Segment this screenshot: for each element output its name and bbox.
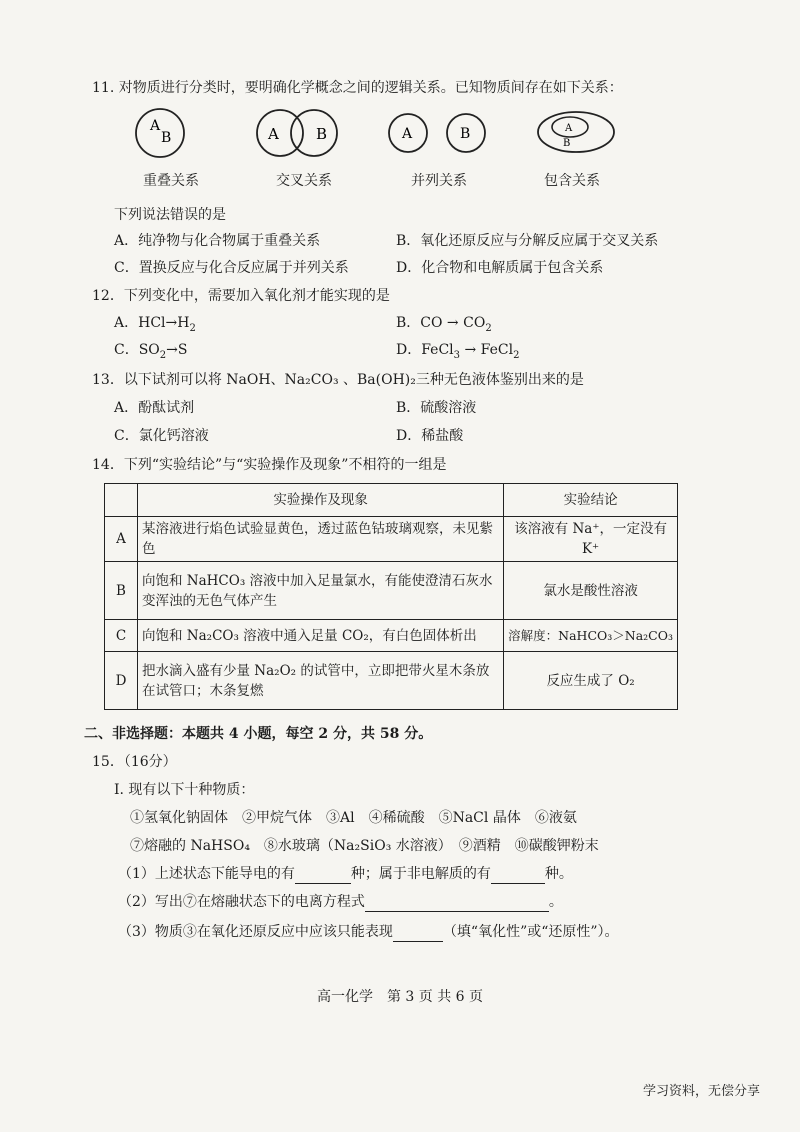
answer-blank-ionization[interactable]: [365, 895, 549, 912]
q13-option-a: A．酚酞试剂: [114, 400, 195, 416]
header-blank: [105, 484, 138, 517]
parallel-letter-a: A: [402, 126, 413, 142]
row-conclusion: 氯水是酸性溶液: [504, 562, 678, 620]
intersect-letter-b: B: [316, 125, 328, 143]
q15-sub3-text-a: （3）物质③在氧化还原反应中应该只能表现: [118, 924, 393, 940]
label-intersect: 交叉关系: [276, 173, 332, 189]
table-row: [105, 620, 678, 652]
label-contain: 包含关系: [544, 173, 600, 189]
q13-option-d: D．稀盐酸: [396, 428, 464, 444]
q12-option-b: B．CO → $CO_2$: [396, 315, 492, 334]
experiment-table: [104, 483, 678, 710]
q12-option-a: A．$HCl\to H_2$: [114, 315, 196, 334]
q15-sub1-text-b: 种；属于非电解质的有: [350, 866, 491, 882]
header-operation: 实验操作及现象: [138, 484, 504, 517]
row-operation: 向饱和 NaHCO₃ 溶液中加入足量氯水，有能使澄清石灰水变浑浊的无色气体产生: [138, 562, 504, 620]
q11-option-b: B．氧化还原反应与分解反应属于交叉关系: [396, 233, 659, 249]
row-letter: B: [105, 562, 138, 620]
q15-sub2: [118, 892, 563, 912]
row-conclusion: 反应生成了 O₂: [504, 652, 678, 710]
label-overlap: 重叠关系: [143, 173, 199, 189]
watermark-text: 学习资料，无偿分享: [642, 1084, 760, 1099]
row-operation: 把水滴入盛有少量 Na₂O₂ 的试管中，立即把带火星木条放在试管口；木条复燃: [138, 652, 504, 710]
row-letter: D: [105, 652, 138, 710]
overlap-diagram: [130, 108, 190, 158]
q12-option-c: C．$SO_2\to S$: [114, 342, 188, 361]
table-row: [105, 517, 678, 562]
row-letter: A: [105, 517, 138, 562]
row-letter: C: [105, 620, 138, 652]
q15-sub2-end: 。: [548, 894, 563, 910]
q15-substances-line1: ①氢氧化钠固体 ②甲烷气体 ③Al ④稀硫酸 ⑤NaCl 晶体 ⑥液氨: [130, 810, 577, 826]
q11-option-c: C．置换反应与化合反应属于并列关系: [114, 260, 349, 276]
intersect-letter-a: A: [268, 125, 279, 143]
q15-part1: Ⅰ. 现有以下十种物质：: [114, 782, 255, 798]
parallel-diagram: [386, 108, 496, 158]
section-2-title: 二、非选择题：本题共 4 小题，每空 2 分，共 58 分。: [84, 726, 433, 742]
q11-option-d: D．化合物和电解质属于包含关系: [396, 260, 604, 276]
table-header-row: [105, 484, 678, 517]
q15-sub1-text-a: （1）上述状态下能导电的有: [118, 866, 295, 882]
q13-stem: 13．以下试剂可以将 NaOH、Na₂CO₃ 、Ba(OH)₂三种无色液体鉴别出来的是: [92, 372, 584, 388]
parallel-letter-b: B: [460, 126, 471, 142]
q15-sub3: [118, 922, 619, 942]
answer-blank-redox[interactable]: [393, 925, 443, 942]
row-conclusion: 溶解度：NaHCO₃＞Na₂CO₃: [504, 620, 678, 652]
overlap-letter-b: B: [161, 130, 172, 146]
q12-stem: 12．下列变化中，需要加入氧化剂才能实现的是: [92, 288, 390, 304]
q15-sub1: [118, 864, 573, 884]
q15-sub2-text: （2）写出⑦在熔融状态下的电离方程式: [118, 894, 365, 910]
table-row: [105, 652, 678, 710]
contain-letter-b: B: [563, 138, 571, 149]
q11-option-a: A．纯净物与化合物属于重叠关系: [114, 233, 321, 249]
overlap-letter-a: A: [150, 118, 161, 134]
row-operation: 向饱和 Na₂CO₃ 溶液中通入足量 CO₂，有白色固体析出: [138, 620, 504, 652]
q12-option-d: D．FeCl$_3$ → FeCl$_2$: [396, 342, 520, 361]
answer-blank-nonelectrolyte[interactable]: [491, 867, 545, 884]
contain-diagram: [534, 108, 618, 158]
q15-stem: 15．（16分）: [92, 754, 177, 770]
q15-sub1-text-c: 种。: [544, 866, 573, 882]
intersect-diagram: [248, 108, 348, 158]
q15-substances-line2: ⑦熔融的 NaHSO₄ ⑧水玻璃（Na₂SiO₃ 水溶液） ⑨酒精 ⑩碳酸钾粉末: [130, 838, 599, 854]
label-parallel: 并列关系: [411, 173, 467, 189]
table-row: [105, 562, 678, 620]
header-conclusion: 实验结论: [504, 484, 678, 517]
q13-option-b: B．硫酸溶液: [396, 400, 477, 416]
q15-sub3-text-b: （填“氧化性”或“还原性”）。: [442, 924, 619, 940]
answer-blank-conductive[interactable]: [295, 867, 351, 884]
q11-prompt: 下列说法错误的是: [114, 207, 226, 223]
q14-stem: 14．下列“实验结论”与“实验操作及现象”不相符的一组是: [92, 457, 447, 473]
relation-diagrams: [0, 108, 800, 158]
contain-letter-a: A: [565, 123, 573, 134]
q13-option-c: C．氯化钙溶液: [114, 428, 209, 444]
q11-stem: 11. 对物质进行分类时，要明确化学概念之间的逻辑关系。已知物质间存在如下关系：: [92, 80, 623, 96]
row-conclusion: 该溶液有 Na⁺，一定没有 K⁺: [504, 517, 678, 562]
row-operation: 某溶液进行焰色试验显黄色，透过蓝色钴玻璃观察，未见紫色: [138, 517, 504, 562]
page-footer: 高一化学 第 3 页 共 6 页: [316, 989, 484, 1005]
